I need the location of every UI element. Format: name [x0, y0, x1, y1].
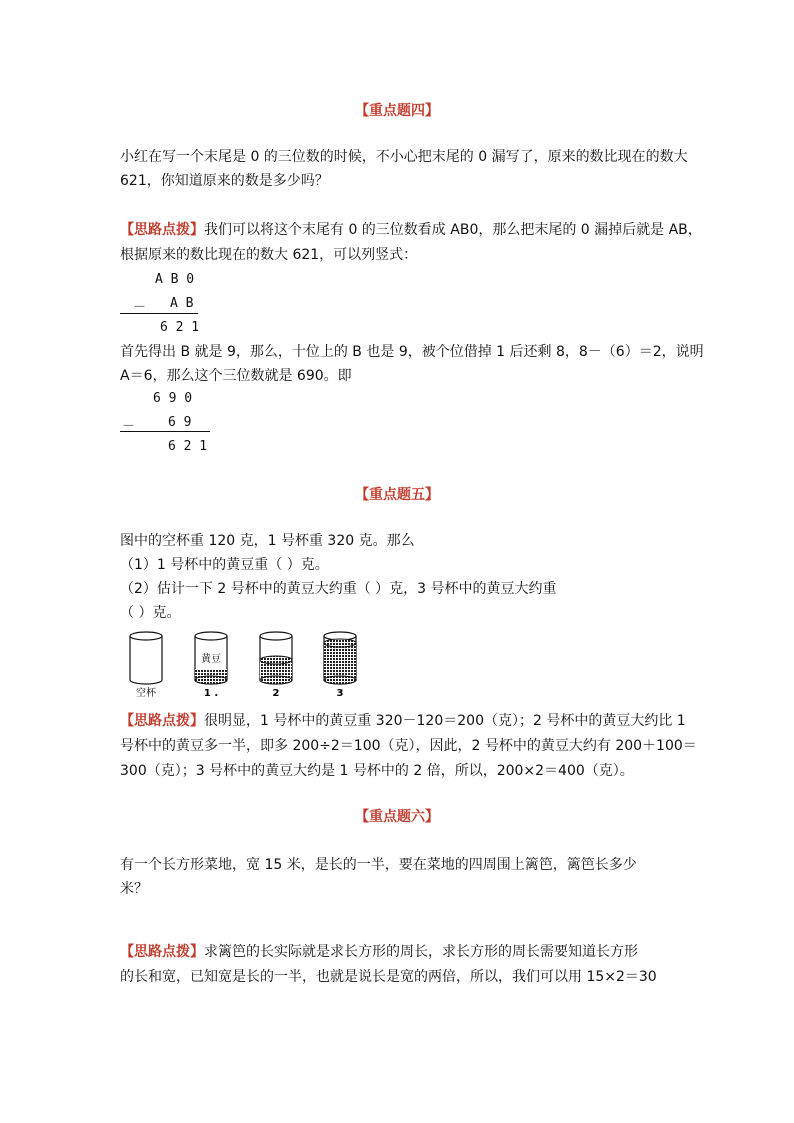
hint-6-line-1 — [120, 940, 638, 964]
hint-6-text: 求篱笆的长实际就是求长方形的周长，求长方形的周长需要知道长方形 — [204, 944, 638, 960]
heading-section-4: 【重点题四】 — [355, 103, 439, 119]
hint-tag: 【思路点拨】 — [120, 944, 204, 960]
cup-1-text: 黄豆 — [201, 654, 221, 665]
cup-3-beans — [324, 643, 356, 680]
calc-2-row-2: 6 9 — [168, 415, 192, 430]
hint-5-line-3: 300（克）；3 号杯中的黄豆大约是 1 号杯中的 2 倍，所以，200×2＝400（克）。 — [120, 763, 634, 779]
hint-6-line-2: 的长和宽，已知宽是长的一半，也就是说长是宽的两倍，所以，我们可以用 15×2＝30 — [120, 969, 657, 985]
hint-5-line-1 — [120, 709, 686, 733]
calc-2-rule — [120, 431, 210, 432]
heading-section-5: 【重点题五】 — [355, 487, 439, 503]
hint-tag: 【思路点拨】 — [120, 713, 204, 729]
calc-1-rule — [120, 313, 198, 314]
empty-cup-label: 空杯 — [136, 688, 156, 699]
question-6-line-1: 有一个长方形菜地，宽 15 米，是长的一半，要在菜地的四周围上篱笆，篱笆长多少 — [120, 857, 637, 873]
question-4-line-1: 小红在写一个末尾是 0 的三位数的时候，不小心把末尾的 0 漏写了，原来的数比现在的数大 — [120, 149, 688, 165]
hint-4-text: 我们可以将这个末尾有 0 的三位数看成 AB0，那么把末尾的 0 漏掉后就是 AB， — [204, 222, 702, 238]
question-5-line-4: （ ）克。 — [120, 605, 181, 621]
calc-1-minus-sign: － — [133, 300, 147, 315]
explain-4-line-1: 首先得出 B 就是 9，那么，十位上的 B 也是 9，被个位借掉 1 后还剩 8，8－（6）＝2，说明 — [120, 344, 704, 360]
calc-1-row-1: A B 0 — [155, 272, 195, 287]
empty-cup — [130, 632, 162, 684]
explain-4-line-2: A＝6，那么这个三位数就是 690。即 — [120, 368, 352, 384]
calc-2-minus-sign: － — [122, 419, 136, 434]
cups-illustration — [120, 628, 380, 700]
hint-5-text: 很明显，1 号杯中的黄豆重 320－120＝200（克）；2 号杯中的黄豆大约比 1 — [204, 713, 686, 729]
question-6-line-2: 米？ — [120, 881, 148, 897]
question-5-line-2: （1）1 号杯中的黄豆重（ ）克。 — [120, 557, 329, 573]
cup-3-label: 3 — [336, 688, 344, 699]
calc-2-result: 6 2 1 — [168, 439, 208, 454]
hint-tag: 【思路点拨】 — [120, 222, 204, 238]
cup-1-label: 1 . — [203, 688, 219, 699]
cup-3 — [324, 632, 356, 684]
calc-1-result: 6 2 1 — [160, 320, 200, 335]
question-5-line-3: （2）估计一下 2 号杯中的黄豆大约重（ ）克，3 号杯中的黄豆大约重 — [120, 581, 557, 597]
cup-2 — [260, 632, 292, 684]
hint-4-line-1 — [120, 218, 702, 242]
heading-section-6: 【重点题六】 — [355, 809, 439, 825]
calc-1-row-2: A B — [170, 296, 194, 311]
calc-2-row-1: 6 9 0 — [153, 391, 193, 406]
cup-2-label: 2 — [272, 688, 280, 699]
question-4-line-2: 621，你知道原来的数是多少吗？ — [120, 173, 329, 189]
hint-5-line-2: 号杯中的黄豆多一半，即多 200÷2＝100（克），因此，2 号杯中的黄豆大约有 200＋100＝ — [120, 738, 697, 754]
hint-4-line-2: 根据原来的数比现在的数大 621，可以列竖式： — [120, 247, 418, 263]
question-5-line-1: 图中的空杯重 120 克，1 号杯重 320 克。那么 — [120, 533, 415, 549]
